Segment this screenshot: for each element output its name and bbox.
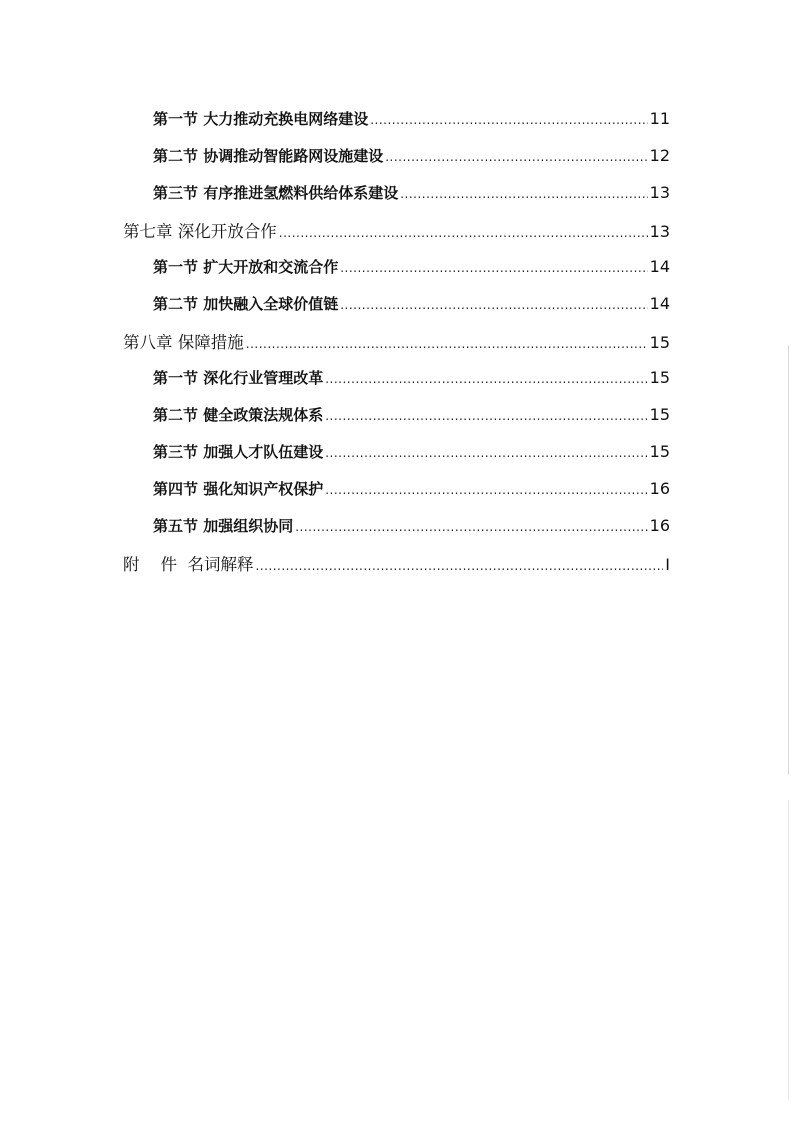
toc-page-number: 12 <box>649 146 670 165</box>
toc-entry-title: 第三节 加强人才队伍建设 <box>153 443 324 461</box>
toc-entry-title: 第八章 保障措施 <box>123 333 244 352</box>
toc-entry-chapter[interactable] <box>123 218 670 242</box>
toc-page-number: 15 <box>649 333 670 352</box>
toc-entry-title: 第二节 加快融入全球价值链 <box>153 295 339 313</box>
toc-dot-leader <box>279 226 648 240</box>
toc-page-number: 16 <box>649 516 670 535</box>
toc-entry-title: 附 件 名词解释 <box>123 555 254 574</box>
toc-dot-leader <box>340 298 647 312</box>
toc-entry-title: 第三节 有序推进氢燃料供给体系建设 <box>153 184 399 202</box>
toc-entry-title: 第二节 协调推动智能路网设施建设 <box>153 147 384 165</box>
toc-page-number: 11 <box>649 109 670 128</box>
toc-page-number: 13 <box>649 222 670 241</box>
toc-dot-leader <box>340 261 647 275</box>
toc-entry-title: 第一节 深化行业管理改革 <box>153 369 324 387</box>
toc-page-number: 16 <box>649 479 670 498</box>
toc-dot-leader <box>400 187 647 201</box>
toc-entry-section[interactable] <box>153 441 670 465</box>
toc-entry-section[interactable] <box>153 108 670 132</box>
toc-entry-chapter[interactable] <box>123 329 670 353</box>
toc-entry-title: 第五节 加强组织协同 <box>153 517 294 535</box>
toc-entry-section[interactable] <box>153 367 670 391</box>
toc-page-number: 14 <box>649 257 670 276</box>
toc-entry-title: 第四节 强化知识产权保护 <box>153 480 324 498</box>
toc-entry-section[interactable] <box>153 404 670 428</box>
toc-entry-section[interactable] <box>153 293 670 317</box>
toc-entry-title: 第二节 健全政策法规体系 <box>153 406 324 424</box>
toc-dot-leader <box>255 559 663 573</box>
toc-entry-title: 第七章 深化开放合作 <box>123 222 277 241</box>
toc-page-number: I <box>665 555 670 574</box>
toc-dot-leader <box>246 337 648 351</box>
toc-entry-title: 第一节 扩大开放和交流合作 <box>153 258 339 276</box>
toc-page-number: 15 <box>649 368 670 387</box>
toc-page-number: 14 <box>649 294 670 313</box>
toc-dot-leader <box>325 446 647 460</box>
toc-dot-leader <box>385 150 647 164</box>
toc-page-number: 15 <box>649 442 670 461</box>
toc-dot-leader <box>295 520 647 534</box>
toc-dot-leader <box>370 113 647 127</box>
toc-entry-section[interactable] <box>153 182 670 206</box>
toc-entry-section[interactable] <box>153 515 670 539</box>
toc-entry-section[interactable] <box>153 256 670 280</box>
toc-entry-section[interactable] <box>153 145 670 169</box>
toc-entry-appendix[interactable] <box>123 551 670 575</box>
toc-dot-leader <box>325 483 647 497</box>
toc-entry-title: 第一节 大力推动充换电网络建设 <box>153 110 369 128</box>
scan-edge-line <box>788 800 789 1100</box>
toc-page-number: 13 <box>649 183 670 202</box>
toc-entry-section[interactable] <box>153 478 670 502</box>
toc-dot-leader <box>325 409 647 423</box>
toc-dot-leader <box>325 372 647 386</box>
scan-edge-line <box>788 345 789 775</box>
toc-page-number: 15 <box>649 405 670 424</box>
